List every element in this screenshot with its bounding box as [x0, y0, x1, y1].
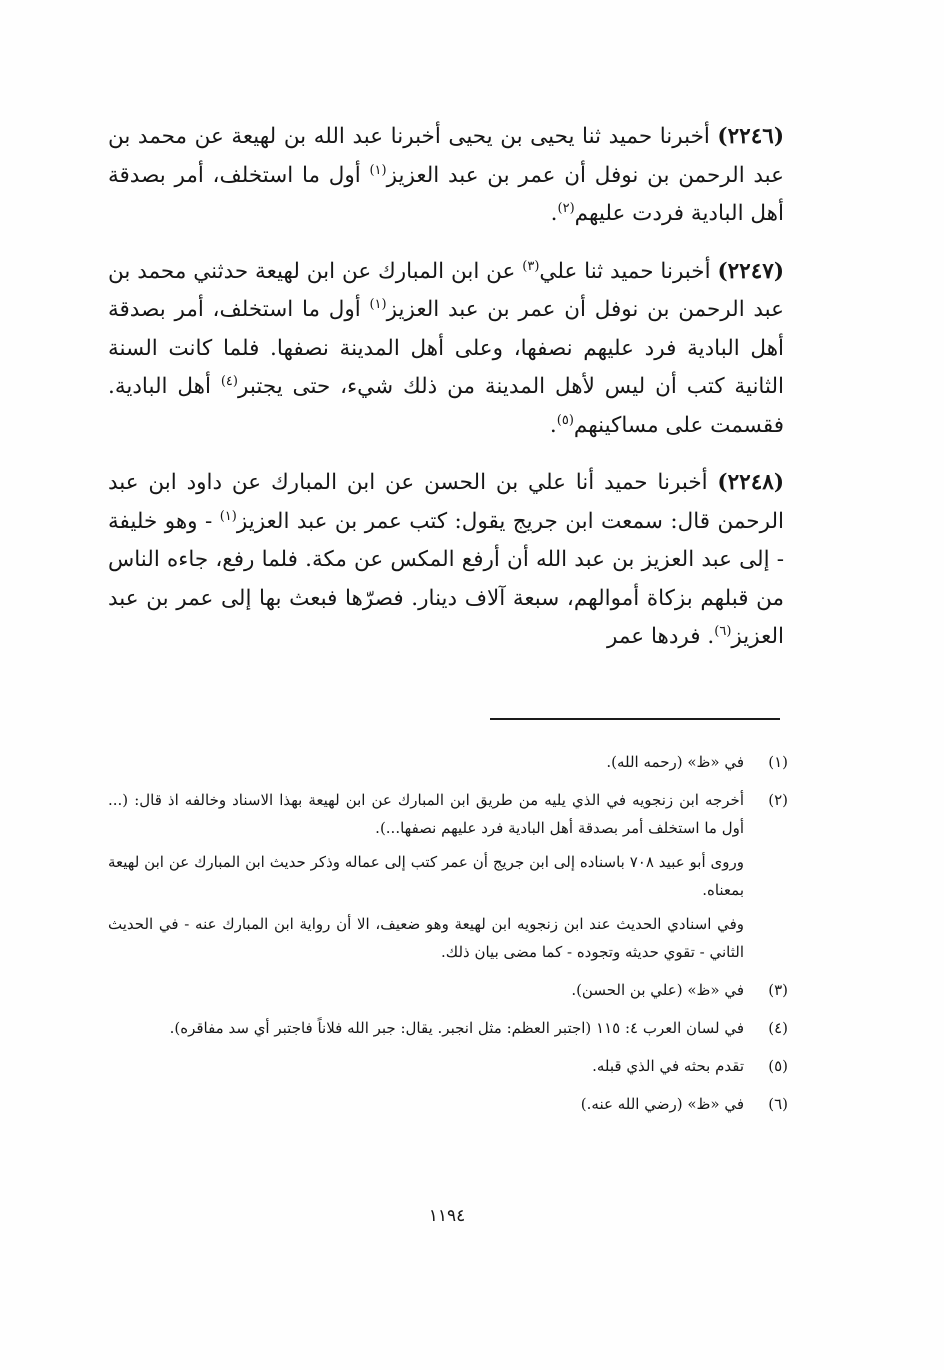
footnote-ref: (٢): [557, 200, 575, 216]
hadith-paragraph: [108, 253, 784, 446]
text-run: أخبرنا حميد ثنا علي: [539, 258, 718, 284]
page-number: ١١٩٤: [428, 1206, 466, 1226]
main-text: [108, 118, 784, 676]
footnote-number: (٥): [768, 1057, 788, 1075]
text-run: . فردها عمر: [607, 624, 715, 649]
footnote-ref: (١): [369, 296, 387, 312]
footnote-number: (٤): [768, 1019, 788, 1037]
footnote: [108, 976, 788, 1010]
text-run: أول ما استخلف، أمر بصدقة أهل البادية فرد عليهم نصفها، وعلى أهل المدينة نصفها. فلما كانت السنة الثانية كتب أن ليس لأهل المدينة من ذلك شيء، حتى يجتبر: [108, 297, 784, 399]
footnote-body: [108, 748, 744, 782]
hadith-number: (٢٢٤٦): [717, 124, 784, 149]
footnote-text: وفي اسنادي الحديث عند ابن زنجويه ابن لهيعة وهو ضعيف، الا أن رواية ابن المبارك عنه - في الحديث الثاني - تقوي حديثه وتجوده - كما مضى بيان ذلك.: [108, 915, 744, 961]
footnote-number: (١): [768, 753, 788, 771]
footnote-text: أخرجه ابن زنجويه في الذي يليه من طريق ابن المبارك عن ابن لهيعة بهذا الاسناد وخالفه اذ قال: (... أول ما استخلف أمر بصدقة أهل البادية فرد عليهم نصفها...).: [108, 791, 744, 837]
hadith-paragraph: [108, 118, 784, 234]
footnote-text: في «ظ» (رحمه الله).: [606, 753, 744, 771]
footnote-body: [108, 1090, 744, 1124]
footnote: [108, 1090, 788, 1124]
hadith-text: [108, 259, 784, 438]
text-run: أخبرنا حميد أنا علي بن الحسن عن ابن المبارك عن داود ابن عبد الرحمن قال: سمعت ابن جريج يقول: كتب عمر بن عبد العزيز: [108, 470, 784, 534]
footnote-text: في «ظ» (علي بن الحسن).: [571, 981, 744, 999]
footnote-body: [108, 976, 744, 1010]
footnote-text: في «ظ» (رضي الله عنه.): [580, 1095, 744, 1113]
footnote-ref: (٣): [522, 258, 540, 274]
footnote-ref: (١): [219, 508, 237, 524]
text-run: أول ما استخلف، أمر بصدقة أهل البادية فردت عليهم: [108, 162, 784, 226]
footnote-body: [108, 786, 744, 972]
footnote: [108, 748, 788, 782]
hadith-number: (٢٢٤٨): [717, 470, 784, 495]
footnotes: [108, 748, 788, 1128]
footnote-body: [108, 1014, 744, 1048]
footnote-ref: (٥): [556, 412, 574, 428]
footnote: [108, 1014, 788, 1048]
hadith-text: [108, 470, 784, 649]
hadith-number: (٢٢٤٧): [717, 258, 785, 284]
footnote-number: (٣): [768, 981, 788, 999]
footnote-body: [108, 1052, 744, 1086]
footnote: [108, 786, 788, 972]
hadith-text: [108, 124, 784, 226]
footnote-ref: (٦): [714, 623, 732, 639]
footnote-text: وروى أبو عبيد ٧٠٨ باسناده إلى ابن جريج أن عمر كتب إلى عماله وذكر حديث ابن المبارك عن ابن لهيعة بمعناه.: [108, 853, 745, 899]
hadith-paragraph: [108, 464, 784, 657]
footnote-divider: [490, 718, 780, 720]
text-run: أهل البادية. فقسمت على مساكينهم: [108, 374, 784, 438]
footnote-text: تقدم بحثه في الذي قبله.: [592, 1057, 744, 1075]
footnote-ref: (١): [369, 162, 387, 178]
text-run: أخبرنا حميد ثنا يحيى بن يحيى أخبرنا عبد الله بن لهيعة عن محمد بن عبد الرحمن بن نوفل أن عمر بن عبد العزيز: [108, 124, 785, 188]
text-run: .: [550, 201, 558, 226]
footnote-ref: (٤): [220, 373, 238, 389]
footnote: [108, 1052, 788, 1086]
footnote-text: في لسان العرب ٤: ١١٥ (اجتبر العظم: مثل انجبر. يقال: جبر الله فلاناً فاجتبر أي سد مفاقره).: [169, 1019, 744, 1037]
footnote-number: (٢): [768, 791, 788, 809]
text-run: عن ابن المبارك عن ابن لهيعة حدثني محمد بن عبد الرحمن بن نوفل أن عمر بن عبد العزيز: [108, 258, 785, 322]
text-run: - وهو خليفة - إلى عبد العزيز بن عبد الله أن أرفع المكس عن مكة. فلما رفع، جاءه الناس من قبلهم بزكاة أموالهم، سبعة آلاف دينار. فصرّها فبعث بها إلى عمر بن عبد العزيز: [108, 508, 784, 649]
text-run: .: [549, 412, 557, 438]
footnote-number: (٦): [768, 1095, 788, 1113]
